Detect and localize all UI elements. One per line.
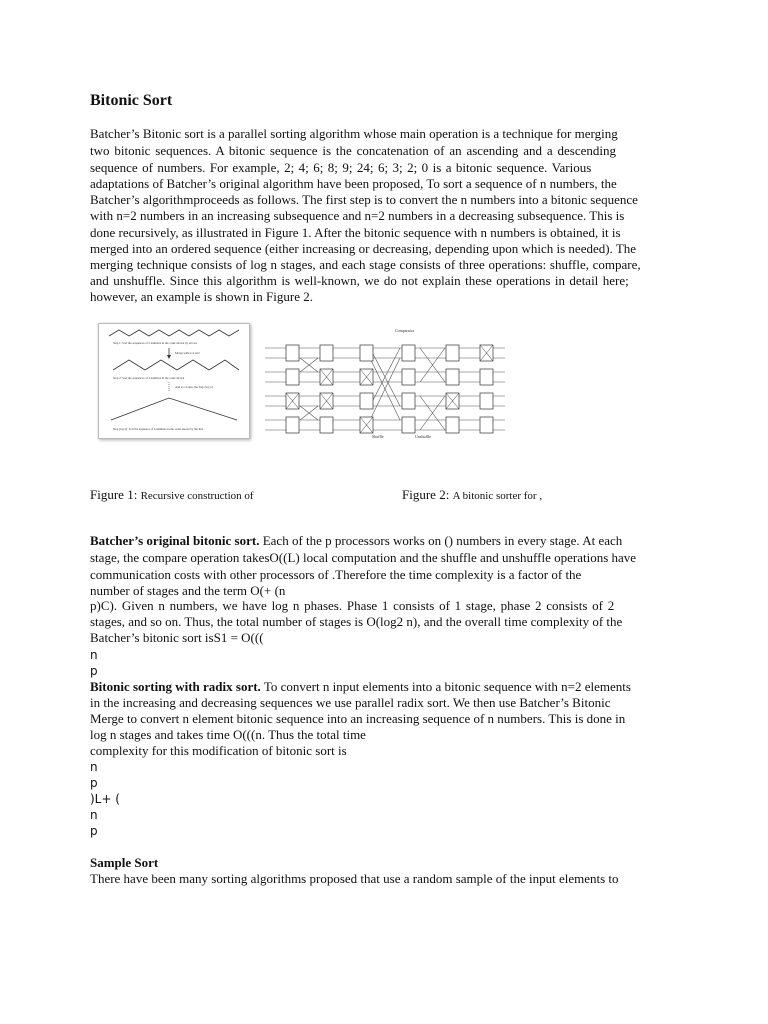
text-line: p	[90, 776, 98, 790]
text-line: done recursively, as illustrated in Figure 1. After the bitonic sequence with n numbers is obtained, it is	[90, 225, 621, 240]
svg-text:Step (log n): Sort the sequenc: Step (log n): Sort the sequence of n numbers in the order shown by the line	[113, 427, 204, 431]
caption-label: Figure 2:	[402, 487, 450, 502]
caption-label: Figure 1:	[90, 487, 138, 502]
svg-text:Unshuffle: Unshuffle	[415, 434, 431, 439]
text-line: Batcher’s bitonic sort isS1 = O(((	[90, 630, 264, 645]
text-line: stage, the compare operation takesO((L) local computation and the shuffle and unshuffle operations have	[90, 550, 637, 565]
text-line: Batcher’s Bitonic sort is a parallel sorting algorithm whose main operation is a technique for merging	[90, 126, 618, 141]
text-line: however, an example is shown in Figure 2.	[90, 289, 313, 304]
figure-1-image	[98, 323, 250, 439]
text-line: n	[90, 760, 98, 774]
text-line: with n=2 numbers in an increasing subsequence and n=2 numbers in a decreasing subsequence. This is	[90, 208, 625, 223]
bitonic-sorter-network-diagram	[260, 322, 510, 440]
text-line: number of stages and the term O(+ (n	[90, 583, 286, 598]
text-line: stages, and so on. Thus, the total number of stages is O(log2 n), and the overall time complexity of the	[90, 614, 623, 629]
section-heading: Sample Sort	[90, 855, 159, 870]
recursive-construction-diagram	[99, 324, 249, 438]
caption-text: A bitonic sorter for ,	[452, 490, 543, 502]
text-line: n	[90, 808, 98, 822]
text-line: Batcher’s algorithmproceeds as follows. The first step is to convert the n numbers into a bitonic sequence	[90, 192, 638, 207]
svg-text:Shuffle: Shuffle	[372, 434, 384, 439]
text-line: in the increasing and decreasing sequences we use parallel radix sort. We then use Batcher’s Bitonic	[90, 695, 611, 710]
svg-text:Step 1: Sort the sequences of: Step 1: Sort the sequences of 2 numbers in the order shown by arrows	[113, 341, 197, 345]
text-line: two bitonic sequences. A bitonic sequence is the concatenation of an ascending and a descending	[90, 143, 616, 158]
page-title: Bitonic Sort	[90, 92, 173, 109]
text-run: Each of the p processors works on () numbers in every stage. At each	[262, 533, 623, 548]
text-line: p	[90, 824, 98, 838]
text-line: n	[90, 648, 98, 662]
text-line: sequence of numbers. For example, 2; 4; 6; 8; 9; 24; 6; 3; 2; 0 is a bitonic sequence. Various	[90, 160, 592, 175]
text-line: merging technique consists of log n stages, and each stage consists of three operations: shuffle, compare,	[90, 257, 641, 272]
svg-text:Step 2: Sort the sequences of: Step 2: Sort the sequences of 4 numbers in the order shown	[113, 376, 185, 380]
figure-2-caption	[402, 487, 542, 503]
figure-2-image	[260, 322, 510, 440]
svg-text:And so on upto the Step (log n: And so on upto the Step (log n)	[175, 385, 213, 389]
text-line	[90, 679, 678, 695]
text-run: To convert n input elements into a bitonic sequence with n=2 elements	[263, 679, 631, 694]
text-line: p	[90, 664, 98, 678]
svg-text:Comparator: Comparator	[395, 328, 415, 333]
text-line: There have been many sorting algorithms proposed that use a random sample of the input elements to	[90, 871, 619, 886]
text-line: merged into an ordered sequence (either increasing or decreasing, depending upon which is needed). The	[90, 241, 637, 256]
caption-text: Recursive construction of	[140, 490, 254, 502]
section-heading: Batcher’s original bitonic sort.	[90, 533, 260, 548]
text-line: and unshuffle. Since this algorithm is well-known, we do not explain these operations in detail here;	[90, 273, 629, 288]
text-line: complexity for this modification of bitonic sort is	[90, 743, 347, 758]
text-line: p)C). Given n numbers, we have log n phases. Phase 1 consists of 1 stage, phase 2 consists of 2	[90, 598, 615, 613]
text-line	[90, 533, 678, 549]
text-line: )L+ (	[90, 792, 120, 806]
text-line: Merge to convert n element bitonic sequence into an increasing sequence of n numbers. This is done in	[90, 711, 626, 726]
figure-1-caption	[90, 487, 254, 503]
text-line: log n stages and takes time O(((n. Thus the total time	[90, 727, 366, 742]
section-heading: Bitonic sorting with radix sort.	[90, 679, 261, 694]
text-line: adaptations of Batcher’s original algorithm have been proposed, To sort a sequence of n numbers, the	[90, 176, 617, 191]
text-line: communication costs with other processors of .Therefore the time complexity is a factor of the	[90, 567, 582, 582]
svg-text:Merge with n=2 and: Merge with n=2 and	[175, 351, 200, 355]
